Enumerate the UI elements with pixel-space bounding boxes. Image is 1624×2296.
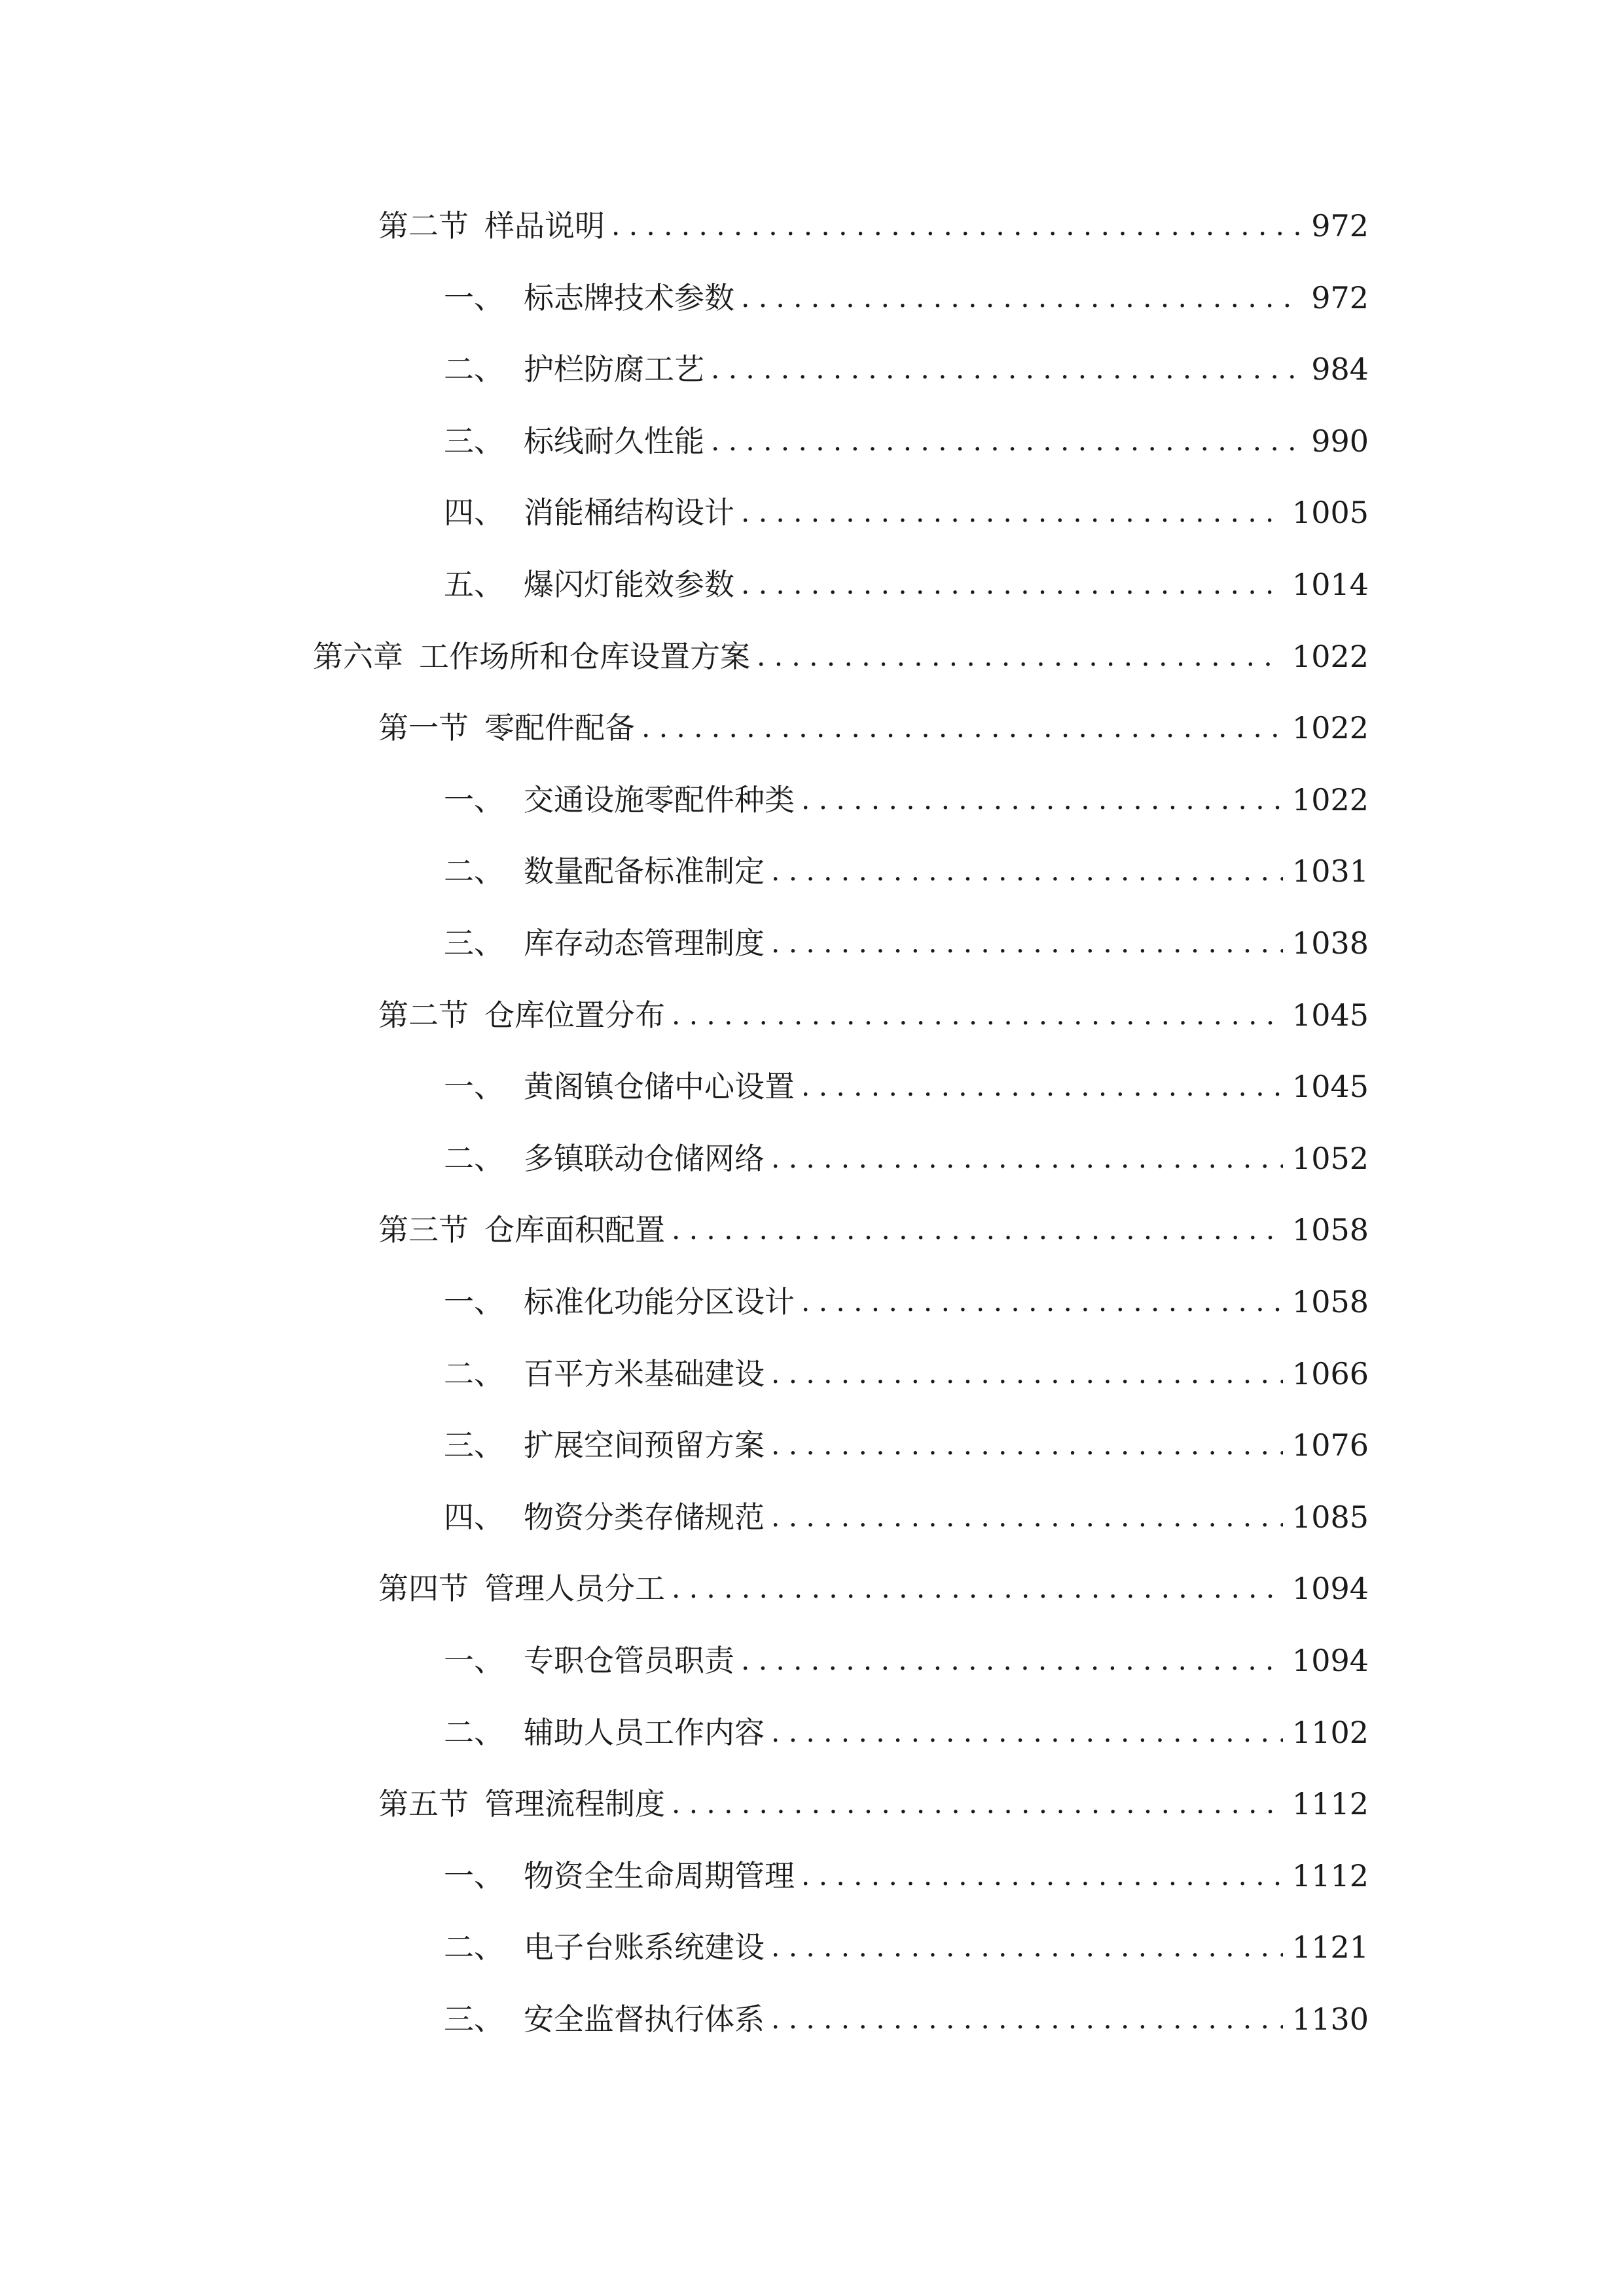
- toc-entry[interactable]: [444, 1996, 1369, 2042]
- toc-entry-title: 仓库面积配置: [484, 1212, 665, 1247]
- toc-entry[interactable]: [378, 705, 1369, 751]
- toc-entry[interactable]: [378, 992, 1369, 1038]
- toc-dot-leader: [672, 992, 1283, 1038]
- toc-entry-page-number: 1112: [1291, 1858, 1369, 1893]
- toc-entry-number: 五、: [444, 567, 504, 602]
- toc-entry-page-number: 990: [1311, 423, 1369, 459]
- toc-entry-page-number: 972: [1311, 208, 1369, 243]
- toc-entry-number: 二、: [444, 1929, 504, 1965]
- toc-entry-title: 标线耐久性能: [524, 423, 704, 459]
- toc-entry[interactable]: [444, 1638, 1369, 1683]
- toc-entry[interactable]: [378, 1566, 1369, 1611]
- toc-entry-number: 第一节: [378, 710, 469, 745]
- toc-dot-leader: [672, 1207, 1283, 1253]
- toc-entry-title: 标志牌技术参数: [524, 280, 734, 315]
- toc-entry[interactable]: [444, 1422, 1369, 1468]
- toc-dot-leader: [611, 203, 1302, 249]
- toc-dot-leader: [672, 1781, 1283, 1827]
- toc-dot-leader: [771, 1996, 1283, 2042]
- toc-entry-title: 黄阁镇仓储中心设置: [524, 1069, 795, 1104]
- toc-entry-title: 扩展空间预留方案: [524, 1427, 765, 1463]
- toc-entry[interactable]: [444, 490, 1369, 535]
- toc-entry-title: 多镇联动仓储网络: [524, 1141, 765, 1176]
- toc-entry-title: 物资分类存储规范: [524, 1499, 765, 1535]
- toc-entry-page-number: 1005: [1291, 495, 1369, 530]
- toc-entry-title: 消能桶结构设计: [524, 495, 734, 530]
- toc-entry-page-number: 1022: [1291, 710, 1369, 745]
- toc-entry-page-number: 1022: [1291, 639, 1369, 674]
- toc-entry-page-number: 1058: [1291, 1212, 1369, 1247]
- toc-dot-leader: [741, 1638, 1283, 1683]
- toc-entry-title: 数量配备标准制定: [524, 853, 765, 889]
- toc-entry-number: 一、: [444, 1858, 504, 1893]
- toc-entry-number: 二、: [444, 853, 504, 889]
- toc-entry-page-number: 972: [1311, 280, 1369, 315]
- toc-dot-leader: [771, 1136, 1283, 1181]
- toc-dot-leader: [672, 1566, 1283, 1611]
- toc-entry-page-number: 1031: [1291, 853, 1369, 889]
- toc-dot-leader: [741, 562, 1283, 607]
- toc-entry[interactable]: [444, 1064, 1369, 1109]
- toc-entry-page-number: 1045: [1291, 1069, 1369, 1104]
- toc-entry-title: 标准化功能分区设计: [524, 1284, 795, 1319]
- toc-dot-leader: [771, 848, 1283, 894]
- toc-entry-title: 零配件配备: [484, 710, 635, 745]
- toc-entry-title: 护栏防腐工艺: [524, 351, 704, 387]
- toc-entry[interactable]: [444, 418, 1369, 464]
- toc-dot-leader: [711, 418, 1302, 464]
- toc-entry-page-number: 1094: [1291, 1643, 1369, 1678]
- toc-entry-page-number: 1014: [1291, 567, 1369, 602]
- toc-entry-page-number: 1121: [1291, 1929, 1369, 1965]
- toc-entry-title: 库存动态管理制度: [524, 925, 765, 961]
- toc-entry-title: 电子台账系统建设: [524, 1929, 765, 1965]
- toc-entry-number: 三、: [444, 423, 504, 459]
- toc-entry-title: 工作场所和仓库设置方案: [419, 639, 750, 674]
- toc-entry[interactable]: [444, 1279, 1369, 1325]
- toc-entry[interactable]: [378, 1207, 1369, 1253]
- toc-entry-number: 一、: [444, 280, 504, 315]
- toc-entry-page-number: 1094: [1291, 1571, 1369, 1606]
- toc-entry-number: 四、: [444, 1499, 504, 1535]
- toc-dot-leader: [801, 1853, 1283, 1899]
- toc-dot-leader: [741, 490, 1283, 535]
- toc-entry[interactable]: [444, 346, 1369, 392]
- toc-entry-number: 二、: [444, 351, 504, 387]
- toc-entry[interactable]: [444, 562, 1369, 607]
- toc-entry-page-number: 1038: [1291, 925, 1369, 961]
- toc-entry-page-number: 1130: [1291, 2001, 1369, 2037]
- toc-entry-number: 第二节: [378, 208, 469, 243]
- toc-entry-number: 第六章: [313, 639, 403, 674]
- toc-entry-title: 辅助人员工作内容: [524, 1715, 765, 1750]
- toc-dot-leader: [771, 920, 1283, 966]
- toc-entry[interactable]: [444, 920, 1369, 966]
- toc-entry-title: 交通设施零配件种类: [524, 782, 795, 817]
- toc-entry-number: 一、: [444, 782, 504, 817]
- toc-entry[interactable]: [444, 1924, 1369, 1970]
- toc-entry-title: 爆闪灯能效参数: [524, 567, 734, 602]
- toc-entry-page-number: 1112: [1291, 1786, 1369, 1821]
- toc-entry[interactable]: [444, 1351, 1369, 1397]
- toc-dot-leader: [641, 705, 1283, 751]
- toc-entry-number: 四、: [444, 495, 504, 530]
- toc-entry-page-number: 1066: [1291, 1356, 1369, 1391]
- toc-entry-number: 三、: [444, 2001, 504, 2037]
- toc-entry-title: 仓库位置分布: [484, 997, 665, 1033]
- toc-entry-number: 第四节: [378, 1571, 469, 1606]
- toc-dot-leader: [771, 1351, 1283, 1397]
- toc-dot-leader: [757, 634, 1283, 679]
- toc-entry-page-number: 1052: [1291, 1141, 1369, 1176]
- toc-dot-leader: [801, 1279, 1283, 1325]
- toc-entry-number: 一、: [444, 1069, 504, 1104]
- toc-entry-number: 第三节: [378, 1212, 469, 1247]
- toc-entry-page-number: 1085: [1291, 1499, 1369, 1535]
- toc-entry-page-number: 1058: [1291, 1284, 1369, 1319]
- toc-entry[interactable]: [378, 1781, 1369, 1827]
- toc-entry[interactable]: [444, 1710, 1369, 1755]
- toc-entry[interactable]: [444, 1853, 1369, 1899]
- toc-entry-title: 样品说明: [484, 208, 605, 243]
- toc-entry-title: 管理人员分工: [484, 1571, 665, 1606]
- toc-entry-page-number: 1022: [1291, 782, 1369, 817]
- toc-entry-number: 三、: [444, 1427, 504, 1463]
- toc-dot-leader: [801, 1064, 1283, 1109]
- toc-entry[interactable]: [444, 1136, 1369, 1181]
- toc-entry[interactable]: [444, 848, 1369, 894]
- toc-entry-number: 三、: [444, 925, 504, 961]
- toc-dot-leader: [801, 777, 1283, 823]
- toc-entry-title: 专职仓管员职责: [524, 1643, 734, 1678]
- toc-entry-page-number: 1076: [1291, 1427, 1369, 1463]
- toc-entry-page-number: 1102: [1291, 1715, 1369, 1750]
- toc-entry[interactable]: [444, 275, 1369, 321]
- toc-entry-number: 一、: [444, 1643, 504, 1678]
- toc-dot-leader: [771, 1494, 1283, 1540]
- toc-dot-leader: [771, 1422, 1283, 1468]
- toc-dot-leader: [711, 346, 1302, 392]
- toc-dot-leader: [771, 1710, 1283, 1755]
- toc-entry-title: 管理流程制度: [484, 1786, 665, 1821]
- toc-entry-number: 二、: [444, 1141, 504, 1176]
- toc-entry-page-number: 1045: [1291, 997, 1369, 1033]
- toc-entry-number: 二、: [444, 1356, 504, 1391]
- toc-entry-number: 一、: [444, 1284, 504, 1319]
- toc-entry[interactable]: [378, 203, 1369, 249]
- toc-entry-page-number: 984: [1311, 351, 1369, 387]
- toc-entry-title: 物资全生命周期管理: [524, 1858, 795, 1893]
- toc-entry-number: 二、: [444, 1715, 504, 1750]
- toc-entry[interactable]: [444, 1494, 1369, 1540]
- toc-dot-leader: [771, 1924, 1283, 1970]
- toc-entry[interactable]: [313, 634, 1369, 679]
- toc-entry-title: 百平方米基础建设: [524, 1356, 765, 1391]
- toc-dot-leader: [741, 275, 1302, 321]
- toc-entry-number: 第二节: [378, 997, 469, 1033]
- toc-entry-number: 第五节: [378, 1786, 469, 1821]
- toc-entry-title: 安全监督执行体系: [524, 2001, 765, 2037]
- toc-entry[interactable]: [444, 777, 1369, 823]
